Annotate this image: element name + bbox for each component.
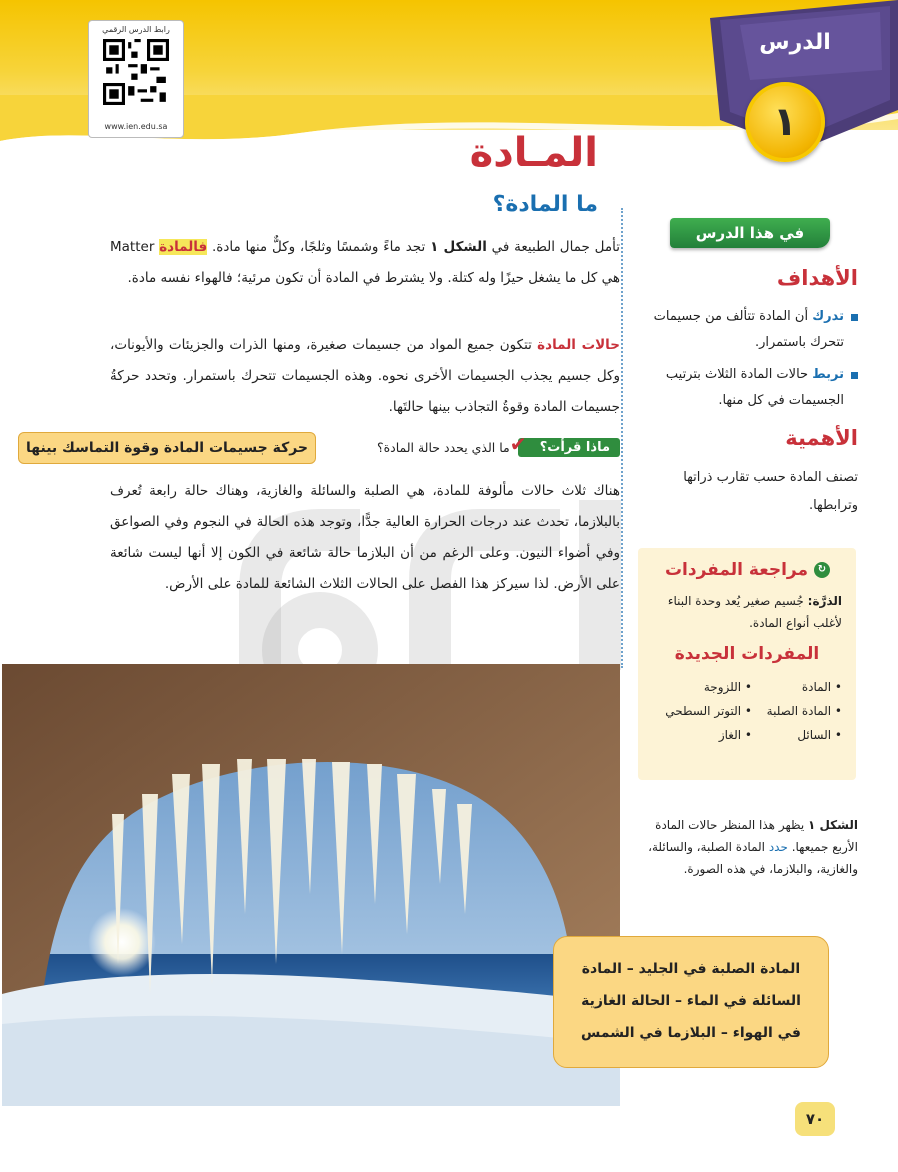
vocab-term: • التوتر السطحي	[646, 704, 752, 718]
qr-code-icon[interactable]	[103, 39, 169, 105]
vocab-term: • المادة الصلبة	[752, 704, 842, 718]
figure-reference[interactable]: الشكل ١	[430, 239, 487, 255]
reading-check-row	[376, 432, 620, 457]
figure-answer-note: المادة الصلبة في الجليد – المادة السائلة في الماء – الحالة الغازية في الهواء – البلازما في الشمس	[553, 936, 829, 1068]
qr-url[interactable]: www.ien.edu.sa	[104, 122, 168, 131]
paragraph-four-states: هناك ثلاث حالات مألوفة للمادة، هي الصلبة والسائلة والغازية، وهناك حالة رابعة تُعرف بالبلازما، تحدث عند درجات الحرارة العالية جدًّا، وتوجد هذه الحالة في النجوم وفي الصواعق وفي أضواء النيون. وعلى الرغم من أن البلازما حالة شائعة في الكون إلا أنها ليست شائعة على الأرض. لذا سيركز هذا الفصل على الحالات الثلاث الشائعة للمادة على الأرض.	[110, 483, 620, 592]
lesson-number-badge: ١	[745, 82, 825, 162]
check-icon: ✔	[509, 432, 527, 456]
paragraph-states-of-matter: حالات المادة تتكون جميع المواد من جسيمات صغيرة، ومنها الذرات والجزيئات والأيونات، وكل جسيم يجذب الجسيمات الأخرى نحوه. وهذه الجسيمات تتحرك باستمرار. وتحدد حركةُ جسيمات المادة وقوةُ التجاذب بينها حالتَها.	[110, 337, 620, 415]
vocab-review-title: ↻ مراجعة المفردات	[665, 560, 830, 580]
keyword-matter: فالمادة	[159, 239, 208, 255]
new-vocab-title: المفردات الجديدة	[674, 644, 820, 664]
goal-item: تدرك أن المادة تتألف من جسيمات تتحرك باستمرار.	[640, 304, 858, 356]
reading-check-question: ما الذي يحدد حالة المادة؟	[376, 440, 510, 455]
vocab-term: • السائل	[752, 728, 842, 742]
vocab-term: • المادة	[752, 680, 842, 694]
figure-caption: الشكل ١ يظهر هذا المنظر حالات المادة الأربع جميعها. حدد المادة الصلبة، والسائلة، والغازية، والبلازما، في هذه الصورة.	[648, 818, 858, 876]
importance-heading: الأهمية	[785, 426, 858, 450]
goal-item: تربط حالات المادة الثلاث بترتيب الجسيمات في كل منها.	[640, 362, 858, 414]
vocab-definition: الذرَّة: جُسيم صغير يُعد وحدة البناء لأغلب أنواع المادة.	[667, 594, 842, 630]
column-divider	[621, 208, 623, 668]
vocab-term: • اللزوجة	[646, 680, 752, 694]
vocab-term: • الغاز	[646, 728, 752, 742]
paragraph-matter-definition: تأمل جمال الطبيعة في الشكل ١ تجد ماءً وشمسًا وثلجًا، وكلٌّ منها مادة. فالمادة Matter هي كل ما يشغل حيزًا وله كتلة. ولا يشترط في المادة أن تكون مرئية؛ فالهواء نفسه مادة.	[110, 239, 621, 286]
qr-caption: رابط الدرس الرقمي	[102, 25, 170, 34]
qr-code-card[interactable]	[88, 20, 184, 138]
review-icon: ↻	[814, 562, 830, 578]
section-heading: ما المادة؟	[492, 192, 598, 217]
lesson-word: الدرس	[759, 30, 831, 55]
goals-heading: الأهداف	[776, 266, 858, 290]
page-number: ٧٠	[795, 1102, 835, 1136]
goals-list	[640, 304, 858, 420]
new-vocab-list	[646, 680, 842, 742]
ice-cave-photo	[2, 664, 620, 1106]
reading-check-badge: ✔ ماذا قرأت؟	[518, 438, 620, 457]
keyword-states-of-matter: حالات المادة	[537, 337, 620, 353]
vocabulary-box	[638, 548, 856, 780]
page-title: المـادة	[469, 130, 598, 176]
importance-text: تصنف المادة حسب تقارب ذراتها وترابطها.	[683, 470, 858, 513]
in-this-lesson-tab: في هذا الدرس	[670, 218, 830, 248]
reading-check-answer-note: حركة جسيمات المادة وقوة التماسك بينها	[18, 432, 316, 464]
